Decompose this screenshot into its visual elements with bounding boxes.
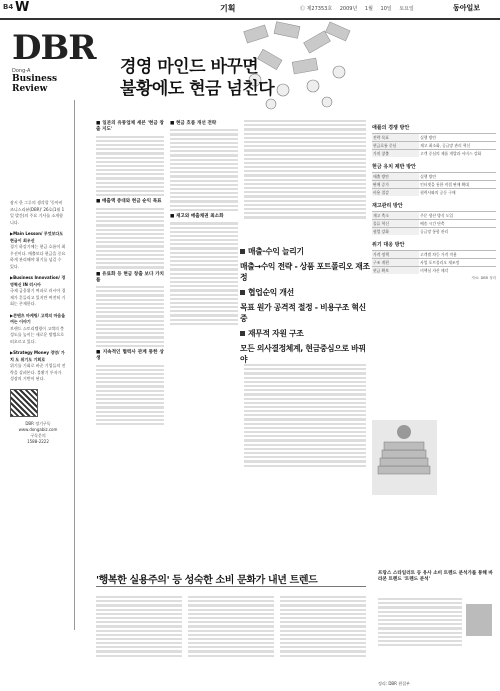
left-item-head: ▶Main Lesson/ 무엇보다도 현금이 최우선: [10, 231, 64, 243]
cash-stack-photo: [372, 420, 437, 495]
table-title: 현금 유치 제반 방안: [372, 164, 416, 170]
left-item-head: ▶Business Innovation/ 경영혁신 IN 러시아: [10, 275, 66, 287]
subscription-title: DBR 정기구독: [25, 420, 51, 426]
issue-number: Ⓒ 제27353호: [300, 6, 333, 12]
table-row: 재고 축소 주문 생산 방식 도입: [372, 212, 496, 220]
left-intro: 잠시 한 그루의 생각할 '동아비즈니스리뷰(DBR)' 26호(1월 1일 발간)의 주요 기사를 소개합니다.: [10, 200, 65, 225]
pull-line: 재무적 자원 구조: [240, 328, 370, 339]
dbr-logo-title: Business Review: [12, 74, 58, 94]
subscription-label: 구독문의: [30, 432, 46, 438]
issue-year: 2009년: [339, 6, 358, 12]
pull-line: 모든 의사결정체계, 현금중심으로 바꿔야: [240, 344, 366, 364]
dbr-logo-sub: Dong-A: [12, 68, 31, 74]
table-row: 가치 창출 고객 중심의 제품 개발과 서비스 강화: [372, 150, 496, 158]
col1-subhead: ■ 일본의 유통업체 세븐 '현금 창출 지도': [96, 121, 164, 133]
article-column-1: [96, 118, 164, 427]
col2-subhead: ■ 현금 흐름 개선 전략: [170, 121, 217, 126]
article-column-3b: [244, 362, 366, 469]
left-item-body: 브랜드 스토리텔링이 고객의 충성도를 높이는 새로운 방법으로 떠오르고 있다.: [10, 325, 65, 344]
data-table: [372, 133, 496, 157]
col1-subhead: ■ 유료화 등 현금 창출 보다 가치를: [96, 271, 164, 283]
qr-code-image: [10, 389, 38, 417]
table-row: 물류 혁신 배송 시간 단축: [372, 220, 496, 228]
table-title: 재고관리 방안: [372, 203, 403, 209]
sub-headline-rule: [96, 586, 366, 587]
dbr-logo-text: DBR: [12, 28, 96, 68]
dbr-logo: [12, 28, 96, 130]
bullet-square-icon: [240, 249, 245, 254]
sub-headline: '행복한 실용주의' 등 성숙한 소비 문화가 내년 트렌드: [96, 575, 318, 586]
wordmark-letter: W: [15, 0, 29, 15]
table-row: 협업 강화 공급망 통합 관리: [372, 228, 496, 236]
pull-line: 협업순익 개선: [240, 287, 370, 298]
bottom-signature: 정리: DBR 편집부: [378, 681, 410, 686]
section-title: 기획: [220, 4, 236, 13]
bottom-column-1: [96, 594, 182, 659]
table-title: 애플의 경쟁 방안: [372, 125, 410, 131]
left-item-head: ▶Strategy Money 경영/ 가치 도 위기도 기회로: [10, 350, 65, 362]
table-title: 위기 대응 방안: [372, 242, 405, 248]
subscription-phone: 1588-2222: [27, 438, 49, 444]
bottom-column-3: [280, 594, 366, 659]
data-table: [372, 250, 496, 274]
issue-weekday: 토요일: [399, 6, 414, 12]
section-wordmark: [15, 0, 28, 15]
subscription-info: [10, 421, 66, 445]
headline-line-1: 경영 마인드 바꾸면: [120, 57, 259, 77]
left-item-body: 경기 하강기에는 현금 흐름이 최우선이다. 매출보다 현금을 중요하게 관리해야 위기를 넘길 수 있다.: [10, 244, 66, 269]
pull-line: 매출·수익 늘리기: [240, 246, 370, 257]
issue-month: 1월: [364, 6, 373, 12]
page-header: [0, 0, 500, 20]
table-row: 가격 정책 고객별 차등 가격 적용: [372, 251, 496, 259]
table-row: 매출 방안 실행 방안: [372, 173, 496, 181]
left-item-body: 국제 금융위기 여파로 러시아 경제가 흔들리고 있지만 여전히 기회는 존재한다.: [10, 288, 66, 306]
pull-quote: [240, 246, 370, 369]
bottom-column-4: [378, 596, 462, 648]
headline-line-2: 불황에도 현금 넘친다: [120, 79, 275, 99]
bullet-square-icon: [240, 331, 245, 336]
table-row: 비용 절감 협력사와의 공동 구매: [372, 189, 496, 197]
data-table: [372, 172, 496, 196]
issue-info: [300, 5, 420, 12]
bullet-square-icon: [240, 290, 245, 295]
col1-subhead: ■ 지속적인 협력사 관계 통한 상생: [96, 349, 164, 362]
column-divider: [74, 100, 75, 630]
sidebar-tables: [372, 118, 496, 281]
pull-line: 목표 원가 공격적 절정 - 비용구조 혁신중: [240, 303, 366, 323]
table-credit: 자료: DBR 정리: [471, 276, 496, 280]
subscription-url[interactable]: www.dongabiz.com: [18, 426, 58, 432]
col1-subhead: ■ 매출액 증대와 현금 순익 목표: [96, 199, 162, 205]
table-row: 구조 개편 사업 포트폴리오 재조정: [372, 259, 496, 267]
bottom-byline: 프랑스 스타일러트 등 유사 소비 트렌드 분석가를 통해 바라본 트렌드 '트렌드 분석': [378, 571, 493, 583]
left-item-body: 위기를 기회로 바꾼 기업들의 전략을 살펴본다. 불황기 투자가 성장의 기반이 된다.: [10, 363, 66, 381]
bottom-column-2: [188, 594, 274, 659]
author-photo: [466, 604, 492, 636]
article-column-2: [170, 118, 238, 327]
left-column: [10, 200, 66, 445]
data-table: [372, 211, 496, 235]
col2-subhead: ■ 재고와 매출채권 최소화: [170, 214, 224, 220]
left-item-head: ▶콘텐츠 마케팅/ 고객의 마음을 여는 이야기: [10, 312, 66, 324]
table-row: 현금 확보 비핵심 자산 매각: [372, 267, 496, 275]
table-row: 전략 목표 실행 방안: [372, 134, 496, 142]
article-column-3: [244, 118, 366, 221]
pull-line: 매출→수익 전략 - 상품 포트폴리오 재조정: [240, 262, 370, 282]
table-row: 현금흐름 중심 재고 최소화, 공급망 관리 혁신: [372, 142, 496, 150]
newspaper-name: 동아일보: [453, 4, 481, 12]
issue-day: 10일: [380, 6, 392, 12]
page-number: B4: [3, 3, 14, 11]
table-row: 판매 증가 인터넷을 통한 직접 판매 확대: [372, 181, 496, 189]
